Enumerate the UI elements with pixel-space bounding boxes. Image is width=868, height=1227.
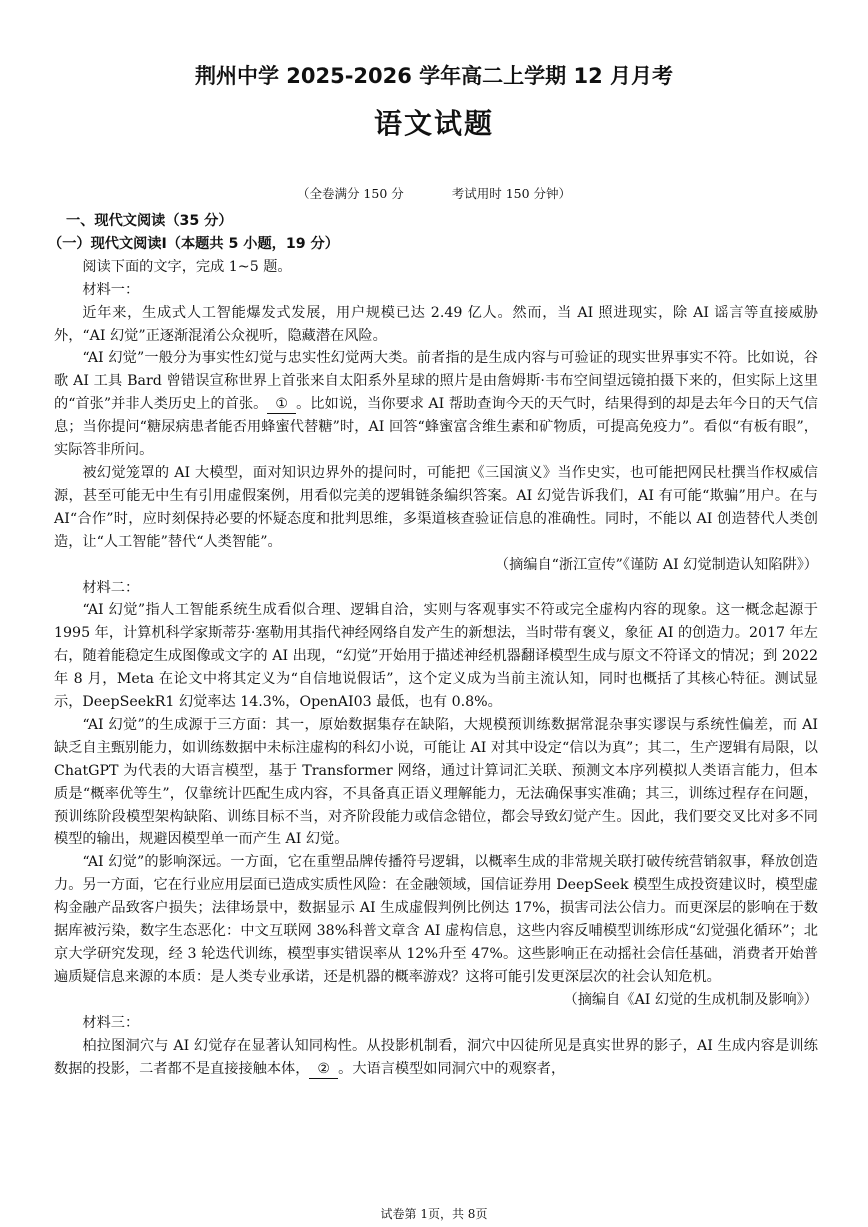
material1-label: 材料一： — [82, 281, 140, 298]
material1-paragraph — [54, 347, 818, 462]
exam-content — [48, 210, 818, 1080]
text-segment: 。比如说，当你要求 AI 帮助查询今天的天气时，结果得到的却是去年今日的天气信息；当你提问“糖尿病患者能否用蜂蜜代替糖”时，AI 回答“蜂蜜富含维生素和矿物质，可提高免疫力”。看似“有板有眼”，实际答非所问。 — [54, 396, 818, 459]
material2-label: 材料二： — [82, 579, 140, 596]
material1-paragraph: 被幻觉笼罩的 AI 大模型，面对知识边界外的提问时，可能把《三国演义》当作史实，也可能把网民杜撰当作权威信源，甚至可能无中生有引用虚假案例，用看似完美的逻辑链条编织答案。AI 幻觉告诉我们，AI 有可能“欺骗”用户。在与 AI“合作”时，应时刻保持必要的怀疑态度和批判思维，多渠道核查验证信息的准确性。同时，不能以 AI 创造替代人类创造，让“人工智能”替代“人类智能”。 — [54, 464, 818, 550]
exam-time: 考试用时 150 分钟） — [451, 186, 572, 201]
material2-source: （摘编自《AI 幻觉的生成机制及影响》） — [563, 991, 818, 1008]
page-footer: 试卷第 1页，共 8页 — [380, 1207, 488, 1221]
material1-paragraph: 近年来，生成式人工智能爆发式发展，用户规模已达 2.49 亿人。然而，当 AI 照进现实，除 AI 谣言等直接威胁外，“AI 幻觉”正逐渐混淆公众视听，隐藏潜在风险。 — [54, 304, 818, 344]
answer-blank-2: ② — [309, 1060, 338, 1079]
material3-paragraph — [54, 1035, 818, 1081]
subsection-heading: （一）现代文阅读Ⅰ（本题共 5 小题，19 分） — [48, 235, 339, 252]
text-segment: 。大语言模型如同洞穴中的观察者， — [338, 1060, 566, 1077]
section-heading: 一、现代文阅读（35 分） — [66, 213, 233, 229]
exam-info — [0, 184, 868, 202]
full-score: （全卷满分 150 分 — [296, 186, 404, 201]
instruction: 阅读下面的文字，完成 1~5 题。 — [82, 258, 292, 275]
material2-paragraph: “AI 幻觉”的生成源于三方面：其一，原始数据集存在缺陷，大规模预训练数据常混杂事实谬误与系统性偏差，而 AI 缺乏自主甄别能力，如训练数据中未标注虚构的科幻小说，可能让 AI 对其中设定“信以为真”；其二，生产逻辑有局限，以 ChatGPT 为代表的大语言模型，基于 Transformer 网络，通过计算词汇关联、预测文本序列模拟人类语言能力，但本质是“概率优等生”，仅靠统计匹配生成内容，不具备真正语义理解能力，无法确保事实准确；其三，训练过程存在问题，预训练阶段模型架构缺陷、训练目标不当，对齐阶段能力或信念错位，都会导致幻觉产生。因此，我们要交叉比对多不同模型的输出，规避因模型单一而产生 AI 幻觉。 — [54, 716, 818, 848]
exam-title: 荆州中学 2025-2026 学年高二上学期 12 月月考 — [194, 64, 674, 88]
material3-label: 材料三： — [82, 1014, 140, 1031]
material1-source: （摘编自“浙江宣传”《谨防 AI 幻觉制造认知陷阱》） — [494, 556, 818, 573]
text-segment: “AI 幻觉”一般分为事实性幻觉与忠实性幻觉两大类。前者指的是生成内容与可验证的现实世界事实不符。比如说，谷歌 AI 工具 Bard 曾错误宣称世界上首张来自太阳系外星球的照片是由詹姆斯·韦布空间望远镜拍摄下来的，但实际上这里的“首张”并非人类历史上的首张。 — [54, 350, 818, 413]
material2-paragraph: “AI 幻觉”指人工智能系统生成看似合理、逻辑自洽，实则与客观事实不符或完全虚构内容的现象。这一概念起源于 1995 年，计算机科学家斯蒂芬·塞勒用其指代神经网络自发产生的新想法，当时带有褒义，象征 AI 的创造力。2017 年左右，随着能稳定生成图像或文字的 AI 出现，“幻觉”开始用于描述神经机器翻译模型生成与原文不符译文的情况；到 2022 年 8 月，Meta 在论文中将其定义为“自信地说假话”，这个定义成为当前主流认知，同时也概括了其核心特征。测试显示，DeepSeekR1 幻觉率达 14.3%，OpenAI03 最低，也有 0.8%。 — [54, 602, 818, 711]
answer-blank-1: ① — [267, 395, 296, 414]
subject-title: 语文试题 — [373, 107, 494, 140]
text-segment: 柏拉图洞穴与 AI 幻觉存在显著认知同构性。从投影机制看，洞穴中囚徒所见是真实世界的影子，AI 生成内容是训练数据的投影，二者都不是直接接触本体， — [54, 1037, 818, 1077]
material2-paragraph: “AI 幻觉”的影响深远。一方面，它在重塑品牌传播符号逻辑，以概率生成的非常规关联打破传统营销叙事，释放创造力。另一方面，它在行业应用层面已造成实质性风险：在金融领域，国信证券用 DeepSeek 模型生成投资建议时，模型虚构金融产品致客户损失；法律场景中，数据显示 AI 生成虚假判例比例达 17%，损害司法公信力。而更深层的影响在于数据库被污染，数字生态恶化：中文互联网 38%科普文章含 AI 虚构信息，这些内容反哺模型训练形成“幻觉强化循环”；北京大学研究发现，经 3 轮迭代训练，模型事实错误率从 12%升至 47%。这些影响正在动摇社会信任基础，消费者开始普遍质疑信息来源的本质：是人类专业承诺，还是机器的概率游戏？这将可能引发更深层次的社会认知危机。 — [54, 854, 818, 985]
